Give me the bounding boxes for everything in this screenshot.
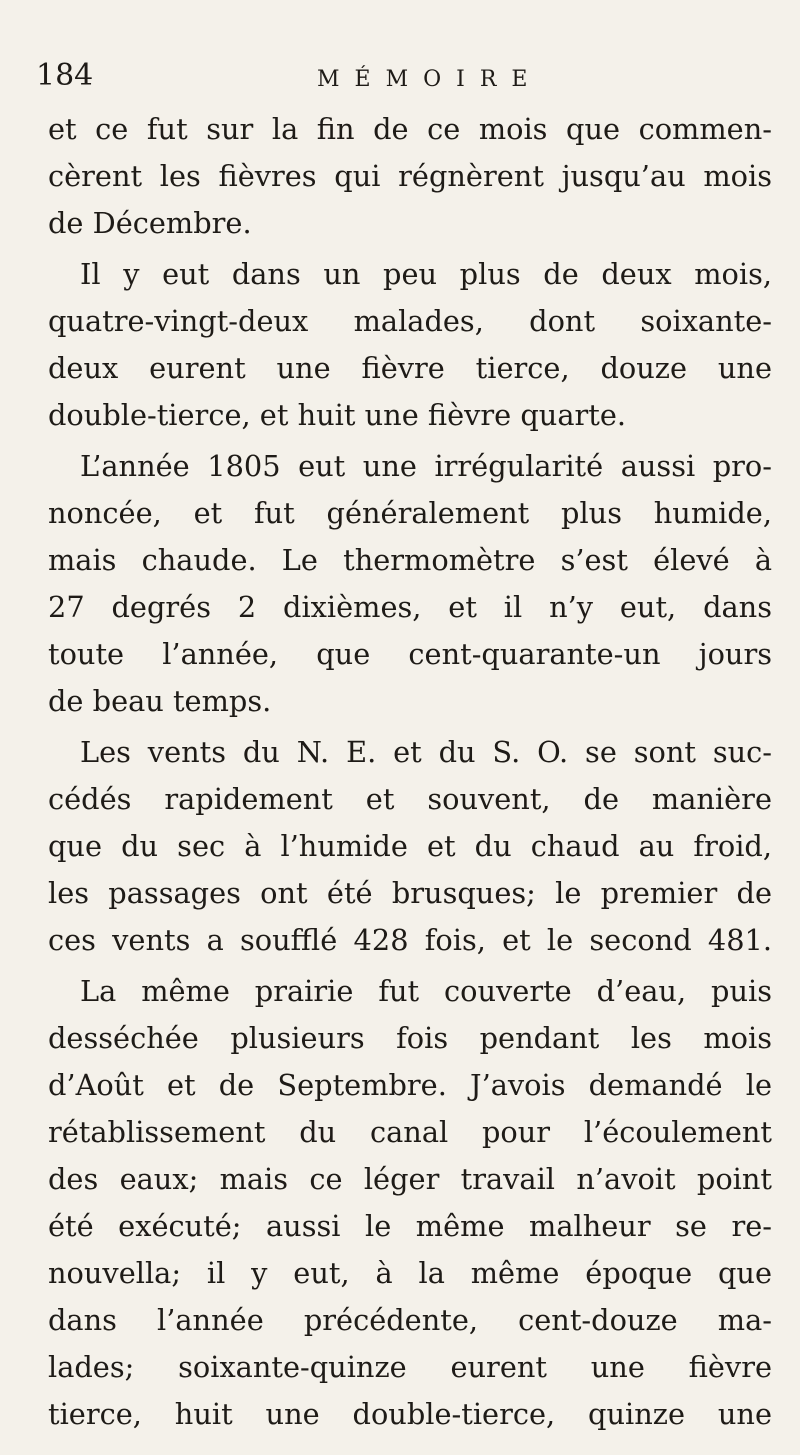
- text-line: ces vents a soufflé 428 fois, et le second 481.: [48, 923, 772, 957]
- text-line: toute l’année, que cent-quarante-un jours: [48, 637, 772, 671]
- text-line: de Décembre.: [48, 206, 252, 240]
- text-line: desséchée plusieurs fois pendant les mois: [48, 1021, 772, 1055]
- page-number: 184: [36, 58, 94, 93]
- running-title: MÉMOIRE: [317, 67, 543, 92]
- text-line: nouvella; il y eut, à la même époque que: [48, 1256, 772, 1290]
- text-line: de beau temps.: [48, 684, 272, 718]
- text-line: dans l’année précédente, cent-douze ma-: [48, 1303, 772, 1337]
- text-line: noncée, et fut généralement plus humide,: [48, 496, 772, 530]
- text-line: quatre-vingt-deux malades, dont soixante-: [48, 304, 772, 338]
- text-line: les passages ont été brusques; le premier de: [48, 876, 772, 910]
- text-line: mais chaude. Le thermomètre s’est élevé à: [48, 543, 772, 577]
- text-line: été exécuté; aussi le même malheur se re-: [48, 1209, 772, 1243]
- text-line: double-tierce, et huit une fièvre quarte.: [48, 398, 627, 432]
- text-line: cèrent les fièvres qui régnèrent jusqu’au mois: [48, 159, 772, 193]
- text-line: 27 degrés 2 dixièmes, et il n’y eut, dans: [48, 590, 772, 624]
- text-line: rétablissement du canal pour l’écoulement: [48, 1115, 772, 1149]
- text-line: tierce, huit une double-tierce, quinze une: [48, 1397, 772, 1431]
- text-line: et ce fut sur la fin de ce mois que commen-: [48, 112, 772, 146]
- text-line: L’année 1805 eut une irrégularité aussi pro-: [80, 449, 772, 483]
- text-line: des eaux; mais ce léger travail n’avoit point: [48, 1162, 772, 1196]
- text-line: deux eurent une fièvre tierce, douze une: [48, 351, 772, 385]
- text-line: d’Août et de Septembre. J’avois demandé le: [48, 1068, 772, 1102]
- text-line: cédés rapidement et souvent, de manière: [48, 782, 772, 816]
- text-line: lades; soixante-quinze eurent une fièvre: [48, 1350, 772, 1384]
- text-line: Les vents du N. E. et du S. O. se sont suc-: [80, 735, 772, 769]
- text-line: La même prairie fut couverte d’eau, puis: [80, 974, 772, 1008]
- text-line: Il y eut dans un peu plus de deux mois,: [80, 257, 772, 291]
- text-line: que du sec à l’humide et du chaud au froid,: [48, 829, 772, 863]
